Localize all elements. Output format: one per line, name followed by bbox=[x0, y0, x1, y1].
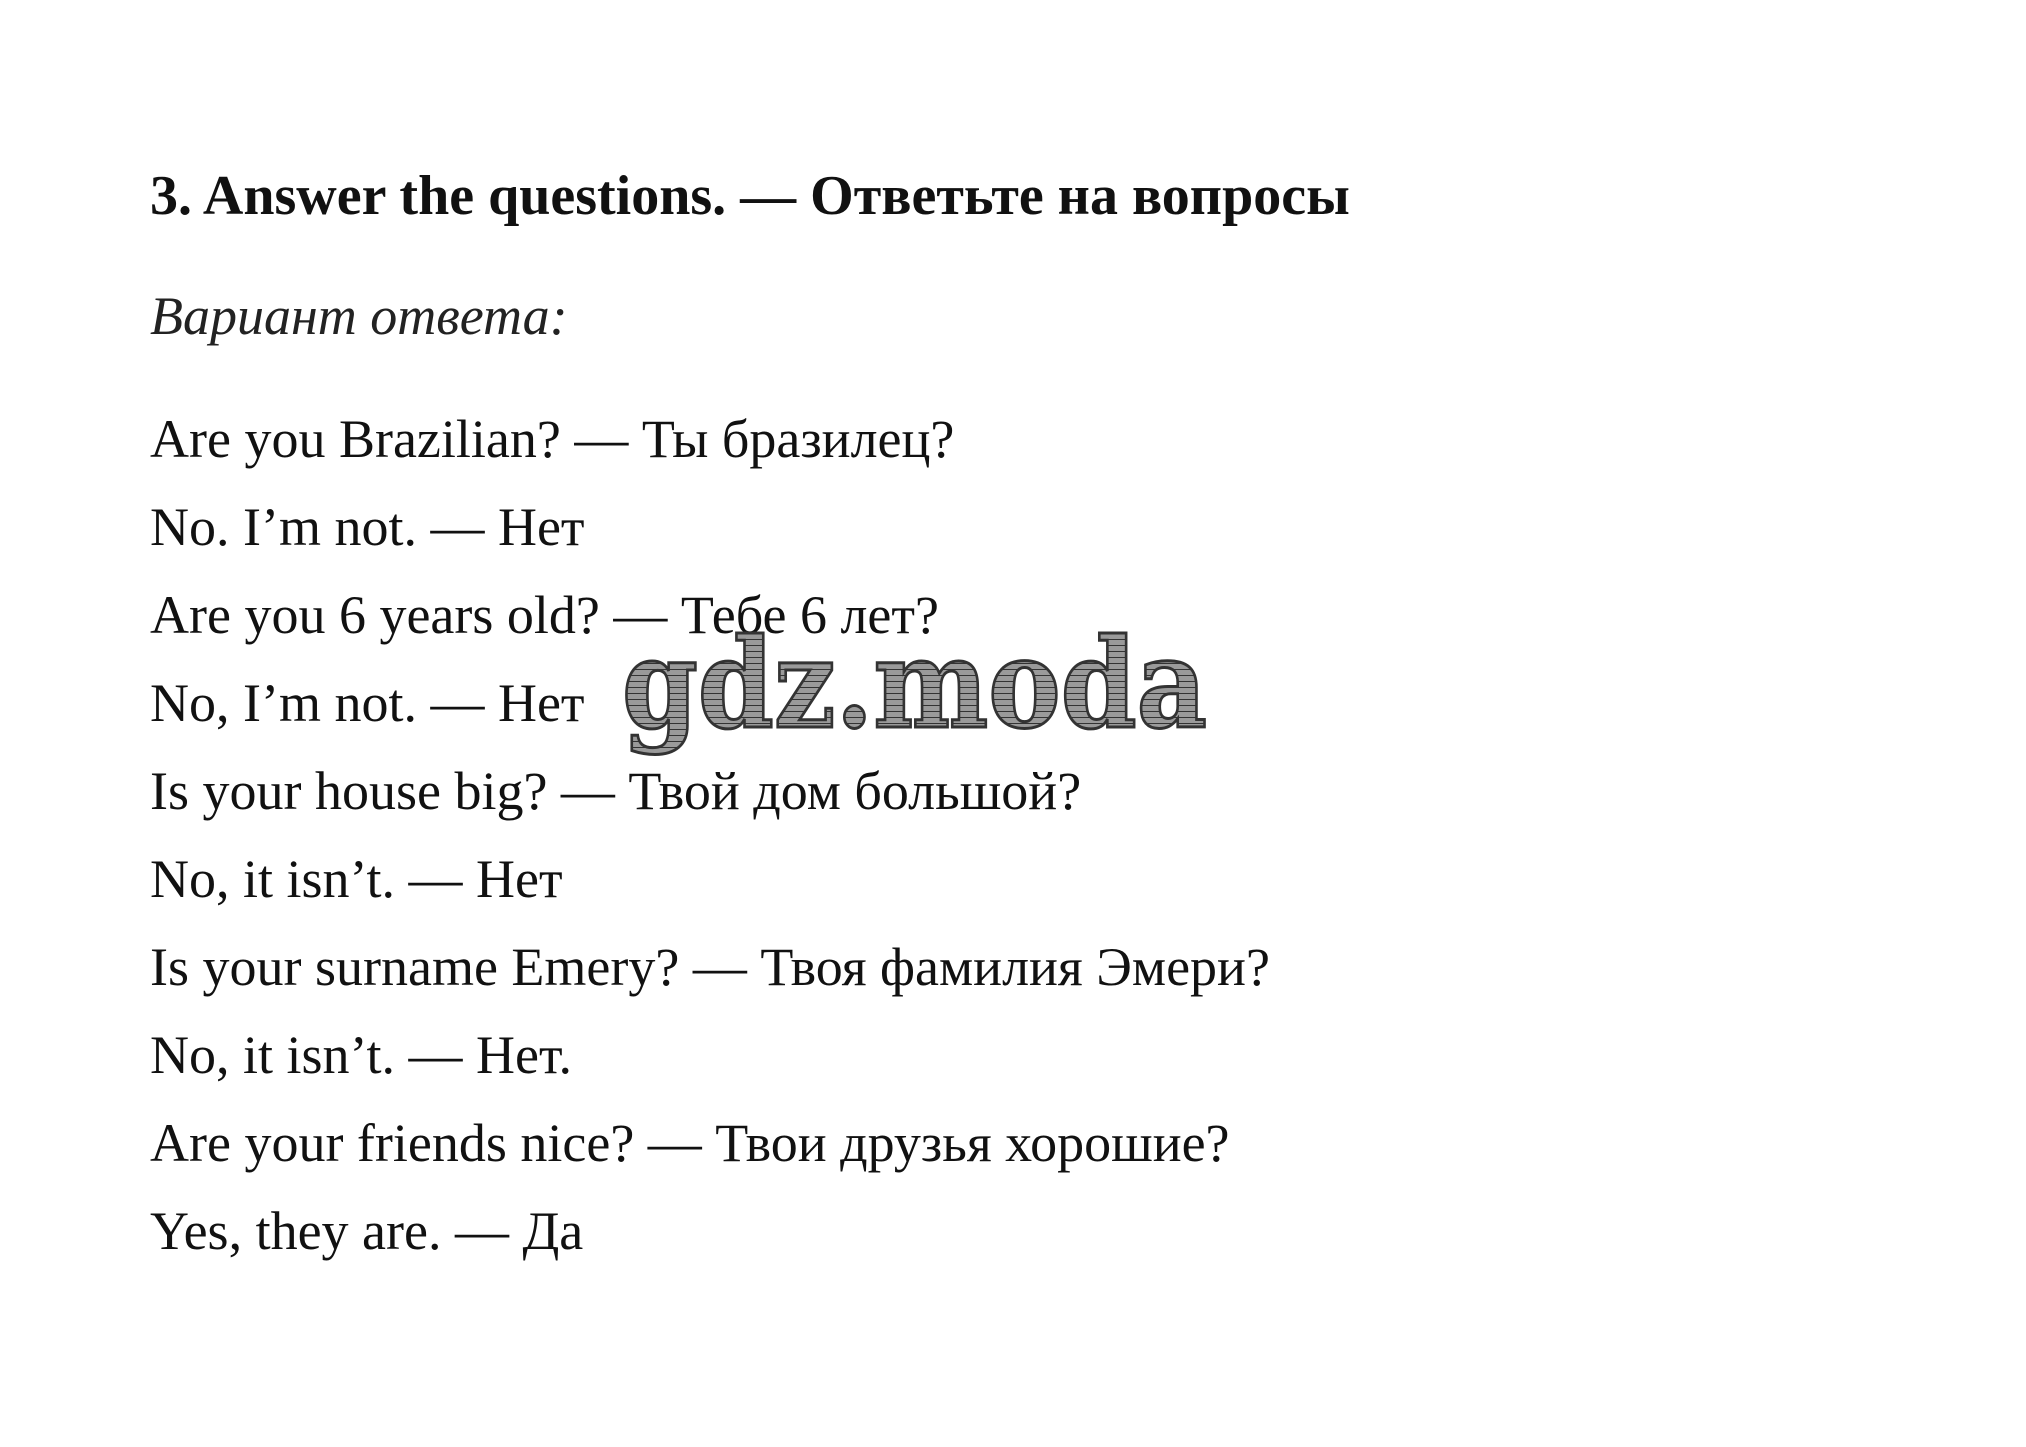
watermark-logo bbox=[618, 612, 1213, 765]
answer-line: Are you 6 years old? — Тебе 6 лет? bbox=[150, 585, 939, 645]
answer-list bbox=[150, 395, 1270, 1275]
exercise-heading: 3. Answer the questions. — Ответьте на вопросы bbox=[150, 165, 1350, 227]
answer-line: Yes, they are. — Да bbox=[150, 1201, 584, 1261]
answer-line: Is your surname Emery? — Твоя фамилия Эмери? bbox=[150, 937, 1270, 997]
answer-line: Are you Brazilian? — Ты бразилец? bbox=[150, 409, 955, 469]
answer-line: Are your friends nice? — Твои друзья хорошие? bbox=[150, 1113, 1230, 1173]
answer-line: No, it isn’t. — Нет bbox=[150, 849, 563, 909]
answer-line: Is your house big? — Твой дом большой? bbox=[150, 761, 1082, 821]
answer-line: No, I’m not. — Нет bbox=[150, 673, 585, 733]
watermark-text: gdz.moda bbox=[622, 612, 1207, 757]
answer-line: No. I’m not. — Нет bbox=[150, 497, 585, 557]
answer-line: No, it isn’t. — Нет. bbox=[150, 1025, 573, 1085]
variant-label: Вариант ответа: bbox=[150, 286, 568, 346]
